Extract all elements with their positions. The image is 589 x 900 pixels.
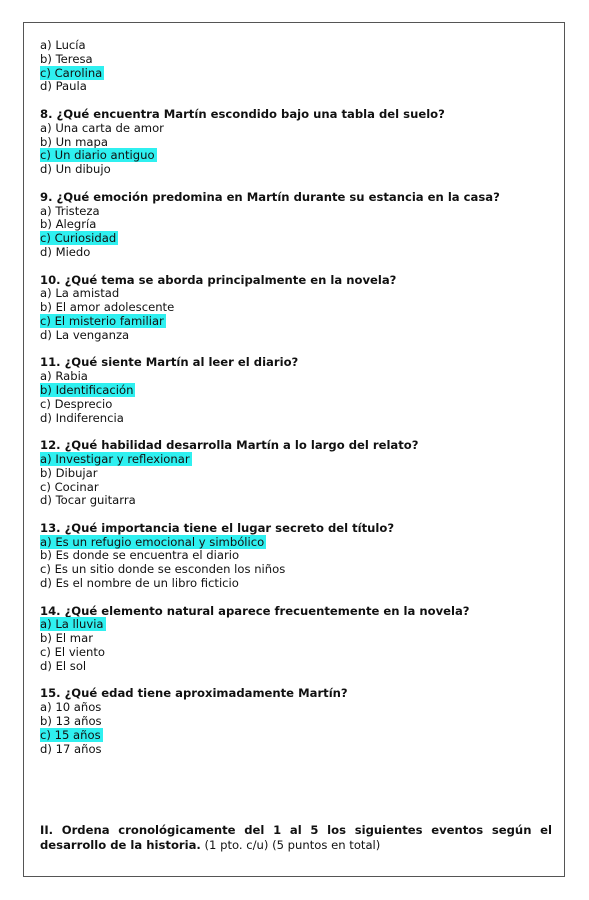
answer-option-text: a) 10 años — [40, 700, 102, 715]
answer-option — [40, 218, 552, 232]
answer-option-text: b) El amor adolescente — [40, 300, 175, 315]
answer-option — [40, 370, 552, 384]
questions-list — [40, 39, 552, 770]
answer-option — [40, 660, 552, 674]
answer-option — [40, 301, 552, 315]
question-title: 9. ¿Qué emoción predomina en Martín durante su estancia en la casa? — [40, 189, 500, 204]
answer-option — [40, 481, 552, 495]
answer-option-text: b) Teresa — [40, 51, 93, 66]
answer-option-text: d) Miedo — [40, 244, 91, 259]
highlighted-answer — [40, 618, 552, 632]
answer-option-text: a) La lluvia — [40, 617, 104, 632]
answer-option-text: b) Alegría — [40, 217, 97, 232]
answer-option-text: d) 17 años — [40, 741, 102, 756]
highlighted-answer — [40, 232, 552, 246]
answer-option-text: b) Un mapa — [40, 134, 108, 149]
answer-option-text: d) Indiferencia — [40, 410, 124, 425]
answer-option — [40, 136, 552, 150]
question-block — [40, 191, 552, 260]
answer-option — [40, 715, 552, 729]
question-title: 12. ¿Qué habilidad desarrolla Martín a lo largo del relato? — [40, 438, 419, 453]
answer-option-text: d) Paula — [40, 79, 87, 94]
answer-option — [40, 80, 552, 94]
answer-option — [40, 494, 552, 508]
answer-option-text: a) La amistad — [40, 286, 120, 301]
answer-option-text: a) Rabia — [40, 369, 88, 384]
answer-option-text: c) El misterio familiar — [40, 313, 164, 328]
answer-option — [40, 39, 552, 53]
answer-option-text: d) El sol — [40, 658, 87, 673]
questions-container — [40, 108, 552, 756]
answer-option — [40, 563, 552, 577]
answer-option-text: b) Dibujar — [40, 465, 98, 480]
answer-option — [40, 329, 552, 343]
question-title: 13. ¿Qué importancia tiene el lugar secreto del título? — [40, 520, 395, 535]
answer-option-text: b) El mar — [40, 631, 93, 646]
question-title: 11. ¿Qué siente Martín al leer el diario? — [40, 355, 299, 370]
answer-option — [40, 246, 552, 260]
answer-option — [40, 163, 552, 177]
highlighted-answer — [40, 67, 552, 81]
answer-option — [40, 412, 552, 426]
answer-option-text: a) Es un refugio emocional y simbólico — [40, 534, 265, 549]
highlighted-answer — [40, 315, 552, 329]
answer-option-text: c) Cocinar — [40, 479, 99, 494]
answer-option-text: c) Curiosidad — [40, 231, 117, 246]
answer-option-text: a) Investigar y reflexionar — [40, 451, 190, 466]
section-ii-instructions — [40, 823, 552, 852]
answer-option — [40, 632, 552, 646]
answer-option-text: d) Tocar guitarra — [40, 493, 136, 508]
question-block — [40, 605, 552, 674]
question-block — [40, 356, 552, 425]
highlighted-answer — [40, 384, 552, 398]
question-block — [40, 108, 552, 177]
answer-option — [40, 287, 552, 301]
answer-option — [40, 701, 552, 715]
highlighted-answer — [40, 536, 552, 550]
answer-option-text: a) Tristeza — [40, 203, 100, 218]
highlighted-answer — [40, 149, 552, 163]
answer-option-text: b) Es donde se encuentra el diario — [40, 548, 240, 563]
answer-option — [40, 467, 552, 481]
answer-option — [40, 122, 552, 136]
answer-option-text: d) Es el nombre de un libro ficticio — [40, 576, 239, 591]
highlighted-answer — [40, 453, 552, 467]
answer-option-text: c) 15 años — [40, 727, 101, 742]
answer-option — [40, 398, 552, 412]
question-7-options — [40, 39, 552, 94]
answer-option — [40, 205, 552, 219]
question-block — [40, 522, 552, 591]
section-ii-points: (1 pto. c/u) (5 puntos en total) — [200, 837, 381, 852]
answer-option-text: b) 13 años — [40, 714, 102, 729]
question-block — [40, 687, 552, 756]
answer-option-text: d) Un dibujo — [40, 162, 111, 177]
question-title: 15. ¿Qué edad tiene aproximadamente Martín? — [40, 686, 348, 701]
answer-option — [40, 549, 552, 563]
question-title: 10. ¿Qué tema se aborda principalmente en la novela? — [40, 272, 397, 287]
answer-option-text: c) Es un sitio donde se esconden los niños — [40, 562, 286, 577]
question-block — [40, 274, 552, 343]
answer-option-text: c) Un diario antiguo — [40, 148, 155, 163]
question-block — [40, 439, 552, 508]
answer-option — [40, 646, 552, 660]
answer-option — [40, 577, 552, 591]
question-title: 14. ¿Qué elemento natural aparece frecuentemente en la novela? — [40, 603, 470, 618]
answer-option — [40, 53, 552, 67]
answer-option-text: c) El viento — [40, 645, 106, 660]
question-title: 8. ¿Qué encuentra Martín escondido bajo una tabla del suelo? — [40, 106, 445, 121]
answer-option-text: d) La venganza — [40, 327, 130, 342]
answer-option-text: b) Identificación — [40, 382, 134, 397]
answer-option-text: a) Lucía — [40, 38, 86, 52]
highlighted-answer — [40, 729, 552, 743]
answer-option-text: a) Una carta de amor — [40, 120, 164, 135]
answer-option-text: c) Carolina — [40, 65, 103, 80]
answer-option — [40, 743, 552, 757]
section-ii-title: II. Ordena cronológicamente del 1 al 5 los siguientes eventos según el desarrollo de la historia. — [40, 823, 552, 852]
answer-option-text: c) Desprecio — [40, 396, 113, 411]
